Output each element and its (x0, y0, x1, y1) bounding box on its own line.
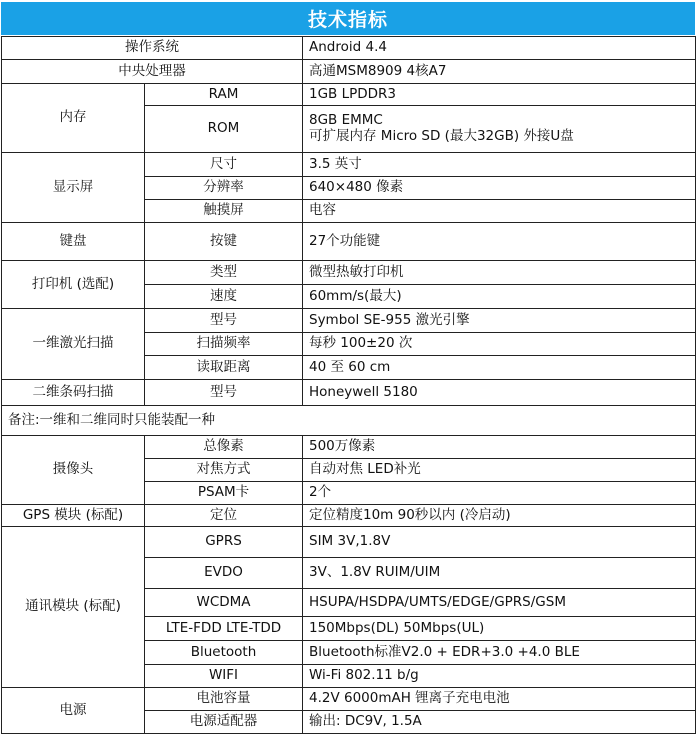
value-cell: 输出: DC9V, 1.5A (303, 711, 696, 734)
label-cell: 速度 (145, 285, 303, 309)
value-cell: Android 4.4 (303, 37, 696, 60)
value-cell: 每秒 100±20 次 (303, 333, 696, 356)
value-cell: 高通MSM8909 4核A7 (303, 60, 696, 84)
spec-title: 技术指标 (1, 2, 695, 35)
category-cell: 显示屏 (2, 153, 145, 223)
category-cell: 打印机 (选配) (2, 261, 145, 309)
value-cell: 电容 (303, 200, 696, 223)
table-row (2, 261, 696, 285)
label-cell: 触摸屏 (145, 200, 303, 223)
table-row (2, 223, 696, 261)
value-cell: 定位精度10m 90秒以内 (冷启动) (303, 505, 696, 527)
value-cell: 40 至 60 cm (303, 356, 696, 380)
label-cell: 电池容量 (145, 688, 303, 711)
value-cell: 640×480 像素 (303, 177, 696, 200)
value-cell: 自动对焦 LED补光 (303, 459, 696, 482)
category-cell: 二维条码扫描 (2, 380, 145, 406)
value-cell: 1GB LPDDR3 (303, 84, 696, 106)
label-cell: 按键 (145, 223, 303, 261)
value-cell: 3.5 英寸 (303, 153, 696, 177)
table-row (2, 84, 696, 106)
label-cell: 电源适配器 (145, 711, 303, 734)
table-row (2, 688, 696, 711)
value-cell: Honeywell 5180 (303, 380, 696, 406)
value-cell: 60mm/s(最大) (303, 285, 696, 309)
value-line: 可扩展内存 Micro SD (最大32GB) 外接U盘 (309, 128, 574, 144)
value-cell: 500万像素 (303, 436, 696, 459)
label-cell: 扫描频率 (145, 333, 303, 356)
label-cell: 尺寸 (145, 153, 303, 177)
category-cell: GPS 模块 (标配) (2, 505, 145, 527)
label-cell: ROM (145, 106, 303, 153)
label-cell: 类型 (145, 261, 303, 285)
value-cell: Wi-Fi 802.11 b/g (303, 665, 696, 688)
label-cell: RAM (145, 84, 303, 106)
table-row (2, 527, 696, 558)
table-row (2, 380, 696, 406)
label-cell: WCDMA (145, 589, 303, 617)
category-cell: 电源 (2, 688, 145, 734)
table-row (2, 60, 696, 84)
category-cell: 中央处理器 (2, 60, 303, 84)
label-cell: 分辨率 (145, 177, 303, 200)
category-cell: 通讯模块 (标配) (2, 527, 145, 688)
label-cell: 读取距离 (145, 356, 303, 380)
label-cell: 对焦方式 (145, 459, 303, 482)
value-cell: 27个功能键 (303, 223, 696, 261)
value-cell: Bluetooth标准V2.0 + EDR+3.0 +4.0 BLE (303, 641, 696, 665)
table-row (2, 153, 696, 177)
category-cell: 一维激光扫描 (2, 309, 145, 380)
value-cell (303, 106, 696, 153)
table-row (2, 436, 696, 459)
category-cell: 操作系统 (2, 37, 303, 60)
value-cell: 微型热敏打印机 (303, 261, 696, 285)
label-cell: GPRS (145, 527, 303, 558)
value-cell: Symbol SE-955 激光引擎 (303, 309, 696, 333)
value-cell: 150Mbps(DL) 50Mbps(UL) (303, 617, 696, 641)
value-cell: HSUPA/HSDPA/UMTS/EDGE/GPRS/GSM (303, 589, 696, 617)
table-row (2, 37, 696, 60)
value-cell: 4.2V 6000mAH 锂离子充电电池 (303, 688, 696, 711)
category-cell: 内存 (2, 84, 145, 153)
category-cell: 键盘 (2, 223, 145, 261)
category-cell: 摄像头 (2, 436, 145, 505)
value-line: 8GB EMMC (309, 112, 383, 129)
spec-table (1, 36, 696, 734)
table-row (2, 406, 696, 436)
label-cell: 定位 (145, 505, 303, 527)
note-cell: 备注:一维和二维同时只能装配一种 (2, 406, 696, 436)
table-row (2, 309, 696, 333)
value-cell: 3V、1.8V RUIM/UIM (303, 558, 696, 589)
value-cell: 2个 (303, 482, 696, 505)
label-cell: LTE-FDD LTE-TDD (145, 617, 303, 641)
label-cell: WIFI (145, 665, 303, 688)
label-cell: PSAM卡 (145, 482, 303, 505)
label-cell: Bluetooth (145, 641, 303, 665)
label-cell: EVDO (145, 558, 303, 589)
table-row (2, 505, 696, 527)
label-cell: 型号 (145, 380, 303, 406)
label-cell: 总像素 (145, 436, 303, 459)
label-cell: 型号 (145, 309, 303, 333)
value-cell: SIM 3V,1.8V (303, 527, 696, 558)
